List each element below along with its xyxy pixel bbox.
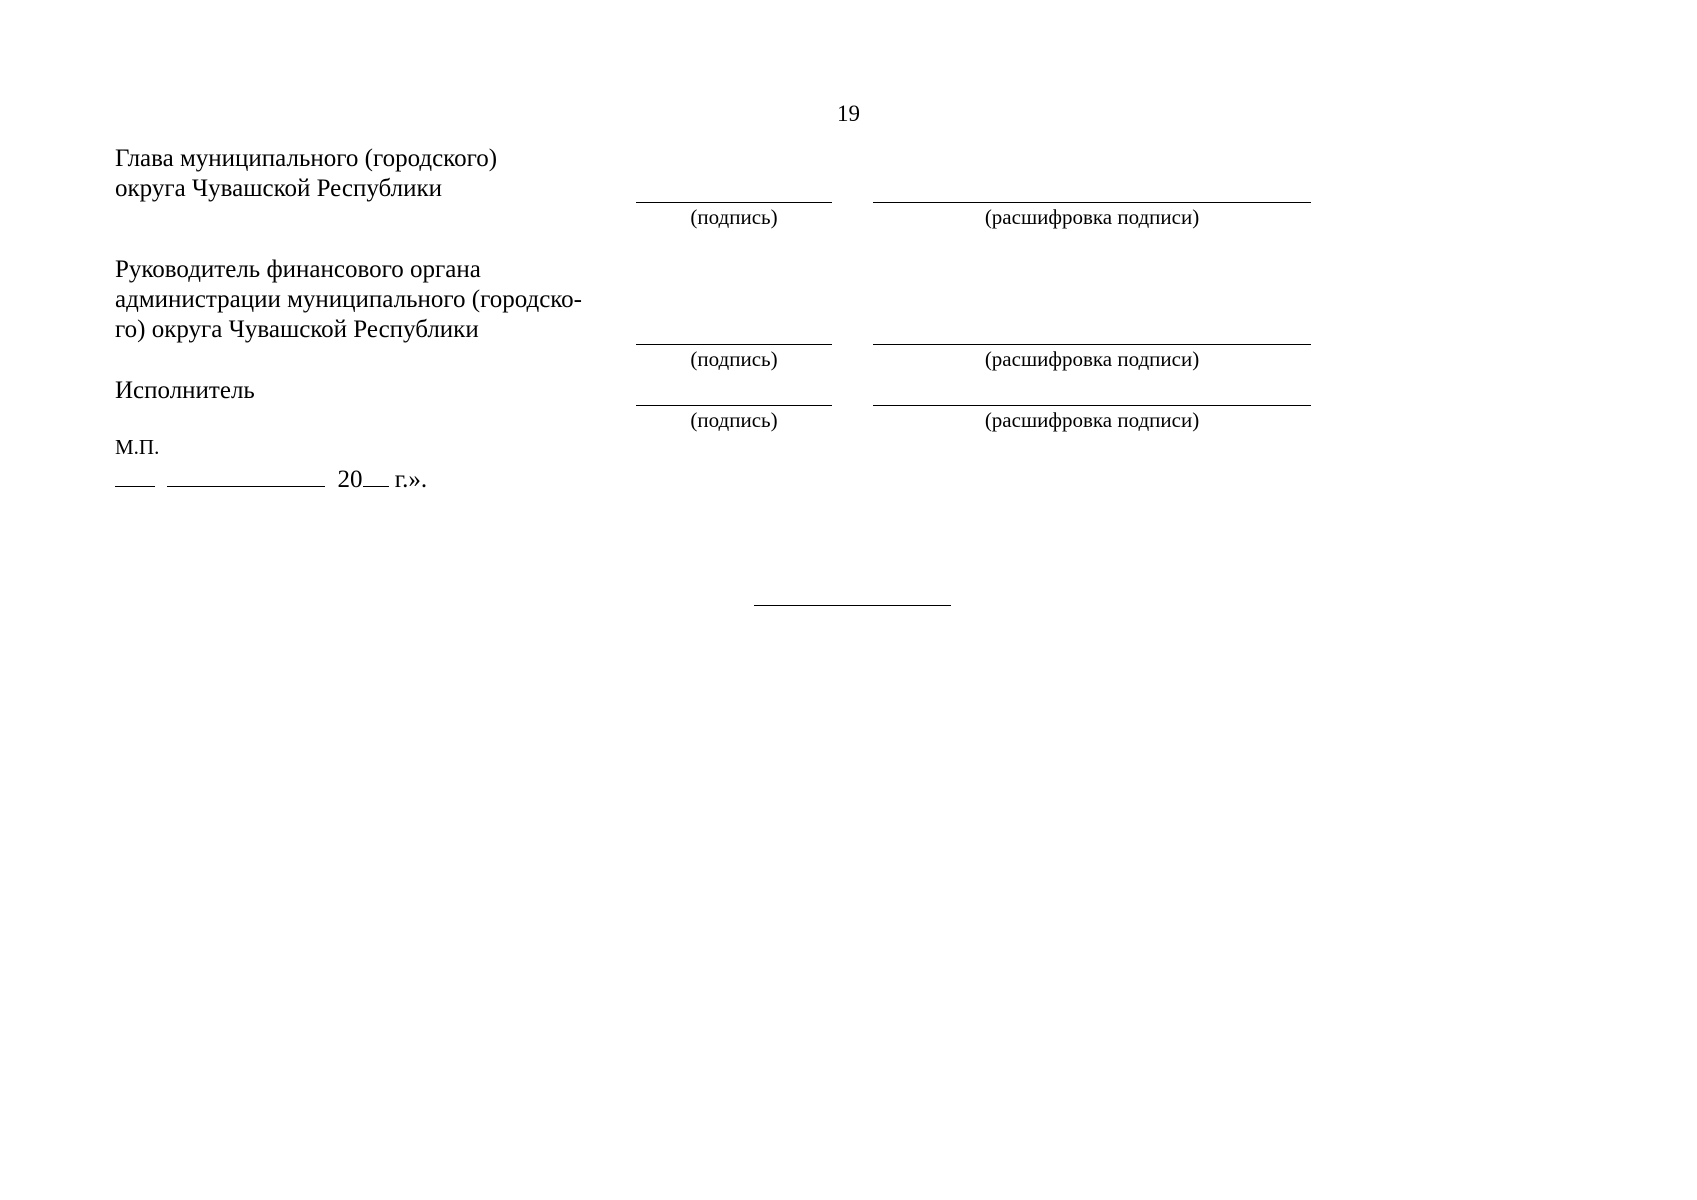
stamp-label: М.П. [115, 435, 160, 459]
signature-decode-caption: (расшифровка подписи) [984, 408, 1200, 432]
document-end-rule [754, 605, 951, 606]
signatory-role-finance-head [115, 255, 635, 345]
signature-line [636, 344, 832, 345]
signature-decode-caption: (расшифровка подписи) [984, 347, 1200, 371]
year-suffix: г.». [388, 466, 428, 493]
signature-decode-line [873, 344, 1311, 345]
role-line: администрации муниципального (городско- [115, 286, 583, 313]
signature-caption: (подпись) [690, 408, 778, 432]
year-century: 20 [337, 466, 363, 493]
signature-caption: (подпись) [690, 347, 778, 371]
year-blank [363, 464, 389, 487]
signature-decode-line [873, 202, 1311, 203]
day-blank [115, 464, 155, 487]
role-line: Руководитель финансового органа [115, 256, 481, 283]
signature-decode-caption: (расшифровка подписи) [984, 205, 1200, 229]
month-blank [167, 464, 325, 487]
signature-line [636, 405, 832, 406]
role-line: Глава муниципального (городского) [115, 145, 498, 172]
signature-caption: (подпись) [690, 205, 778, 229]
signature-decode-line [873, 405, 1311, 406]
signature-line [636, 202, 832, 203]
page-number: 19 [837, 101, 860, 126]
role-line: округа Чувашской Республики [115, 175, 443, 202]
signatory-role-executor [115, 376, 635, 406]
role-line: Исполнитель [115, 377, 255, 404]
signatory-role-head [115, 144, 635, 204]
date-line [115, 464, 427, 495]
role-line: го) округа Чувашской Республики [115, 316, 479, 343]
